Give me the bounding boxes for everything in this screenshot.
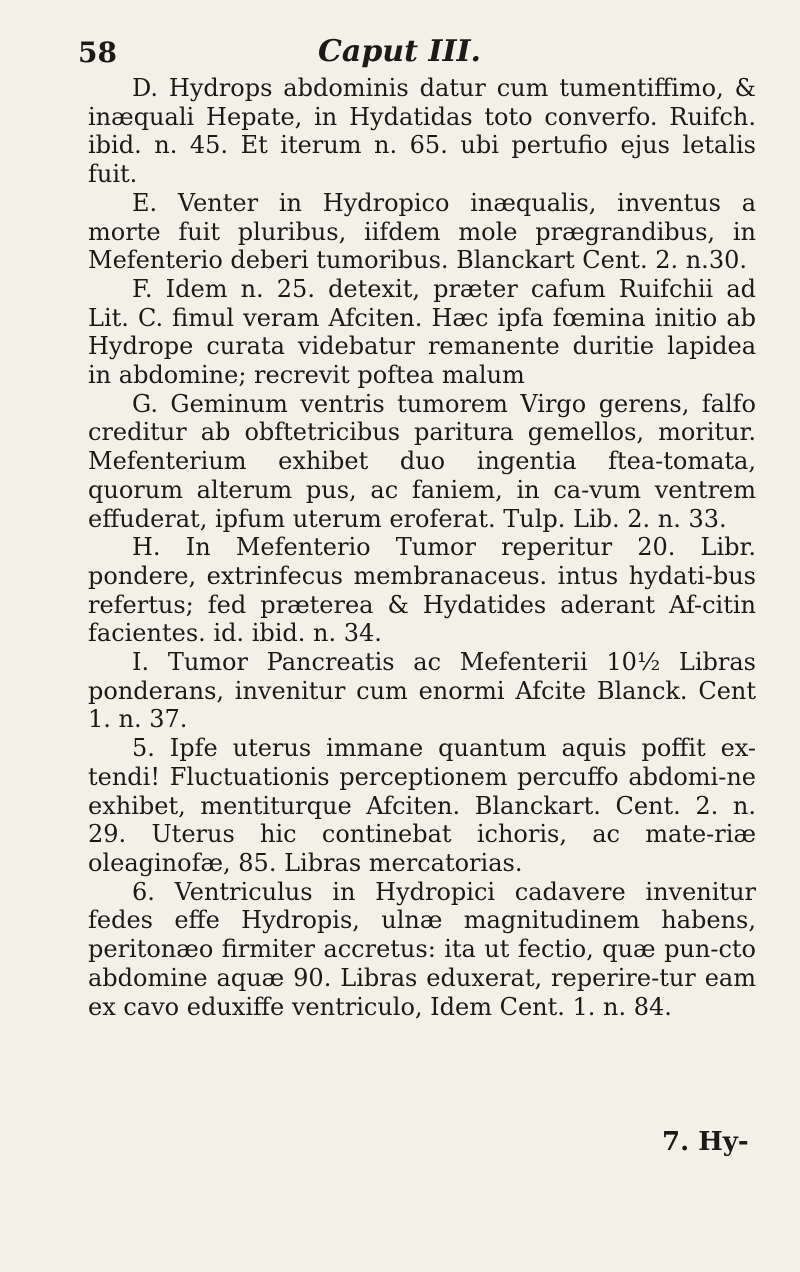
running-title: Caput III. <box>318 34 481 69</box>
paragraph-i: I. Tumor Pancreatis ac Mefenterii 10½ Libras ponderans, invenitur cum enormi Afcite Blanck. Cent 1. n. 37. <box>88 648 756 734</box>
page-body <box>88 74 756 1021</box>
paragraph-g: G. Geminum ventris tumorem Virgo gerens, falfo creditur ab obftetricibus paritura gemellos, moritur. Mefenterium exhibet duo ingentia ftea-tomata, quorum alterum pus, ac faniem, in ca-vum ventrem effuderat, ipfum uterum eroferat. Tulp. Lib. 2. n. 33. <box>88 389 756 533</box>
paragraph-6: 6. Ventriculus in Hydropici cadavere invenitur fedes effe Hydropis, ulnæ magnitudinem habens, peritonæo firmiter accretus: ita ut fectio, quæ pun-cto abdomine aquæ 90. Libras eduxerat, reperire-tur eam ex cavo eduxiffe ventriculo, Idem Cent. 1. n. 84. <box>88 877 756 1021</box>
paragraph-f: F. Idem n. 25. detexit, præter cafum Ruifchii ad Lit. C. fimul veram Afciten. Hæc ipfa fœmina initio ab Hydrope curata videbatur remanente duritie lapidea in abdomine; recrevit poftea malum <box>88 274 756 390</box>
paragraph-e: E. Venter in Hydropico inæqualis, inventus a morte fuit pluribus, iifdem mole prægrandibus, in Mefenterio deberi tumoribus. Blanckart Cent. 2. n.30. <box>88 188 756 275</box>
paragraph-5: 5. Ipfe uterus immane quantum aquis poffit ex-tendi! Fluctuationis perceptionem percuffo abdomi-ne exhibet, mentiturque Afciten. Blanckart. Cent. 2. n. 29. Uterus hic continebat ichoris, ac mate-riæ oleaginofæ, 85. Libras mercatorias. <box>88 734 756 877</box>
paragraph-h: H. In Mefenterio Tumor reperitur 20. Libr. pondere, extrinfecus membranaceus. intus hydati-bus refertus; fed præterea & Hydatides aderant Af-citin facientes. id. ibid. n. 34. <box>88 533 756 648</box>
catchword: 7. Hy- <box>662 1127 749 1157</box>
page-number: 58 <box>78 36 117 69</box>
paragraph-d: D. Hydrops abdominis datur cum tumentiffimo, & inæquali Hepate, in Hydatidas toto converfo. Ruifch. ibid. n. 45. Et iterum n. 65. ubi pertufio ejus letalis fuit. <box>88 74 756 189</box>
page-header <box>0 34 800 74</box>
